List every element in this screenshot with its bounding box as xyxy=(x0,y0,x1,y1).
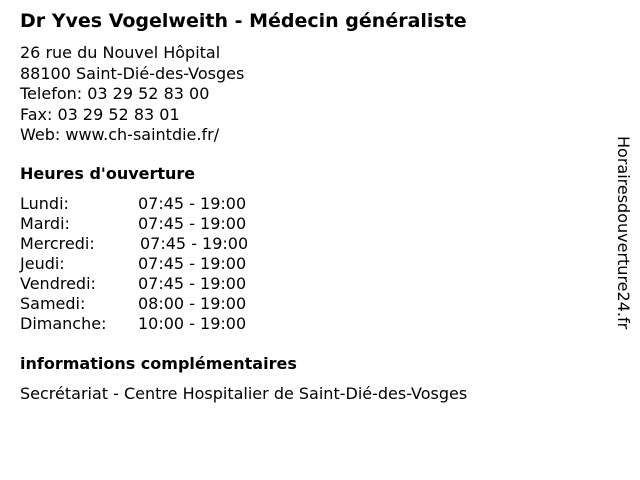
phone-number: Telefon: 03 29 52 83 00 xyxy=(20,84,210,103)
day-label: Dimanche: xyxy=(20,314,107,333)
time-range: 07:45 - 19:00 xyxy=(138,214,247,233)
city-address: 88100 Saint-Dié-des-Vosges xyxy=(20,63,245,83)
day-label: Jeudi: xyxy=(20,254,65,273)
street-address: 26 rue du Nouvel Hôpital xyxy=(20,43,221,62)
contact-block xyxy=(20,43,244,146)
time-range: 07:45 - 19:00 xyxy=(138,254,247,273)
time-range: 08:00 - 19:00 xyxy=(138,294,247,313)
site-watermark xyxy=(612,136,634,372)
time-range: 10:00 - 19:00 xyxy=(138,314,247,333)
day-label: Mardi: xyxy=(20,214,70,233)
website-link: Web: www.ch-saintdie.fr/ xyxy=(20,125,220,144)
page-title: Dr Yves Vogelweith - Médecin généraliste xyxy=(20,10,467,32)
fax-number: Fax: 03 29 52 83 01 xyxy=(20,104,180,124)
time-range: 07:45 - 19:00 xyxy=(138,194,247,213)
additional-info-heading: informations complémentaires xyxy=(20,354,297,373)
time-range: 07:45 - 19:00 xyxy=(140,234,249,253)
additional-info-text: Secrétariat - Centre Hospitalier de Saint-Dié-des-Vosges xyxy=(20,384,468,403)
day-label: Mercredi: xyxy=(20,234,95,253)
day-label: Vendredi: xyxy=(20,274,96,293)
day-label: Lundi: xyxy=(20,194,69,213)
opening-hours-heading: Heures d'ouverture xyxy=(20,164,196,183)
day-label: Samedi: xyxy=(20,294,86,313)
time-range: 07:45 - 19:00 xyxy=(138,274,247,293)
site-watermark-text: Horairesdouverture24.fr xyxy=(614,136,633,330)
